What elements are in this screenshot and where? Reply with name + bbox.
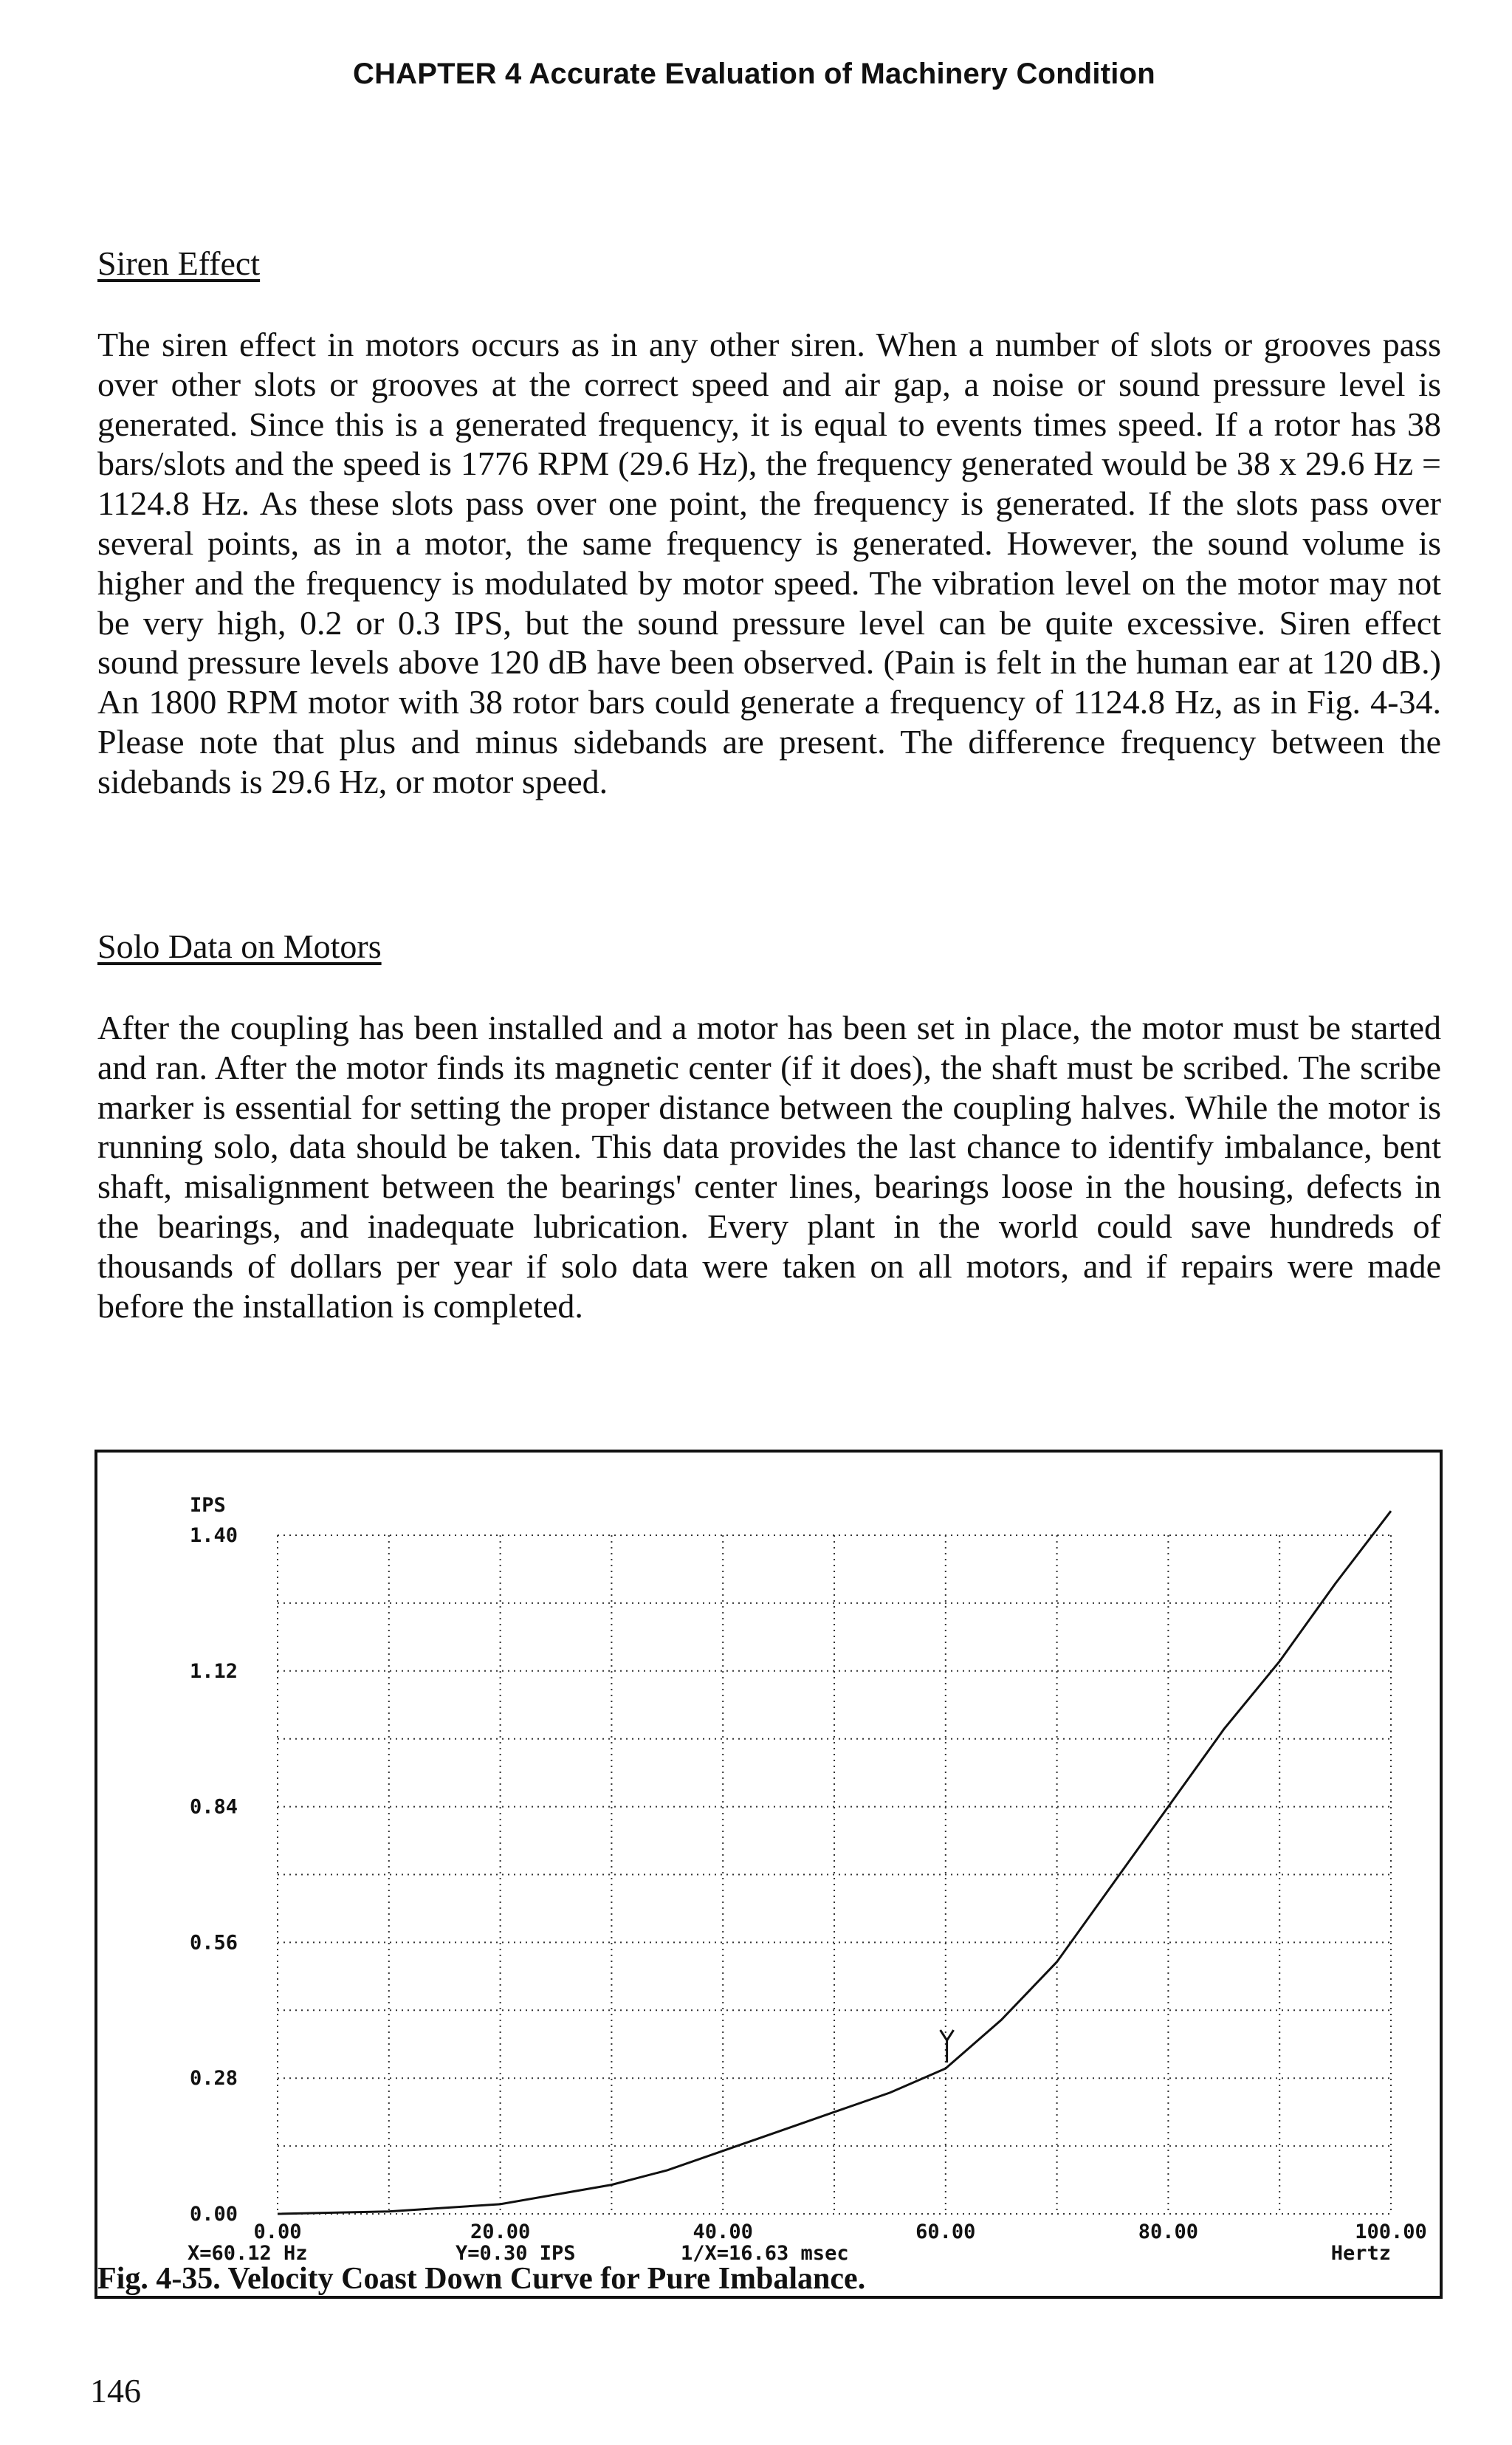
y-tick-label: 1.12 — [190, 1659, 238, 1683]
x-tick-label: 80.00 — [1138, 2221, 1199, 2243]
section-title-solo-data: Solo Data on Motors — [97, 927, 382, 965]
x-tick-label: 40.00 — [693, 2221, 753, 2243]
paragraph-siren-effect: The siren effect in motors occurs as in any other siren. When a number of slots or grooves pass over other slots or grooves at the correct speed and air gap, a noise or sound pressure level is generated. Since this is a generated frequency, it is equal to events times speed. If a rotor has 38 bars/slots and the speed is 1776 RPM (29.6 Hz), the frequency generated would be 38 x 29.6 Hz = 1124.8 Hz. As these slots pass over one point, the frequency is generated. If the slots pass over several points, as in a motor, the same frequency is generated. However, the sound volume is higher and the frequency is modulated by motor speed. The vibration level on the motor may not be very high, 0.2 or 0.3 IPS, but the sound pressure level can be quite excessive. Siren effect sound pressure levels above 120 dB have been observed. (Pain is felt in the human ear at 120 dB.) An 1800 RPM motor with 38 rotor bars could generate a frequency of 1124.8 Hz, as in Fig. 4-34. Please note that plus and minus sidebands are present. The difference frequency between the sidebands is 29.6 Hz, or motor speed. — [97, 326, 1441, 800]
cursor-arm-right — [947, 2030, 954, 2040]
x-tick-label: 100.00 — [1355, 2221, 1427, 2243]
x-axis-label: Hertz — [1330, 2242, 1391, 2265]
readout-x: X=60.12 Hz — [188, 2242, 308, 2265]
x-tick-label: 60.00 — [915, 2221, 976, 2243]
section-title-siren-effect: Siren Effect — [97, 244, 261, 282]
paragraph-solo-data: After the coupling has been installed and a motor has been set in place, the motor must be started and ran. After the motor finds its magnetic center (if it does), the shaft must be scribed. The scribe marker is essential for setting the proper distance between the coupling halves. While the motor is running solo, data should be taken. This data provides the last chance to identify imbalance, bent shaft, misalignment between the bearings' center lines, bearings loose in the housing, defects in the bearings, and inadequate lubrication. Every plant in the world could save hundreds of thousands of dollars per year if solo data were taken on all motors, and if repairs were made before the installation is completed. — [97, 1009, 1441, 1325]
x-tick-label: 0.00 — [253, 2221, 302, 2243]
y-tick-label: 0.28 — [190, 2067, 238, 2091]
y-tick-label: 0.84 — [190, 1795, 238, 1819]
x-tick-label: 20.00 — [470, 2221, 531, 2243]
y-tick-label: 1.40 — [190, 1524, 238, 1547]
readout-period: 1/X=16.63 msec — [681, 2242, 849, 2265]
readout-y: Y=0.30 IPS — [456, 2242, 576, 2265]
coast-down-chart — [97, 1453, 1440, 2296]
y-axis-label: IPS — [190, 1494, 226, 1517]
running-header: CHAPTER 4 Accurate Evaluation of Machinery Condition — [353, 58, 1155, 90]
y-tick-label: 0.00 — [190, 2203, 238, 2226]
page-number: 146 — [90, 2372, 141, 2410]
cursor-marker — [941, 2030, 954, 2062]
figure-frame — [94, 1450, 1443, 2299]
y-tick-label: 0.56 — [190, 1931, 238, 1955]
figure-caption: Fig. 4-35. Velocity Coast Down Curve for Pure Imbalance. — [97, 2262, 866, 2296]
